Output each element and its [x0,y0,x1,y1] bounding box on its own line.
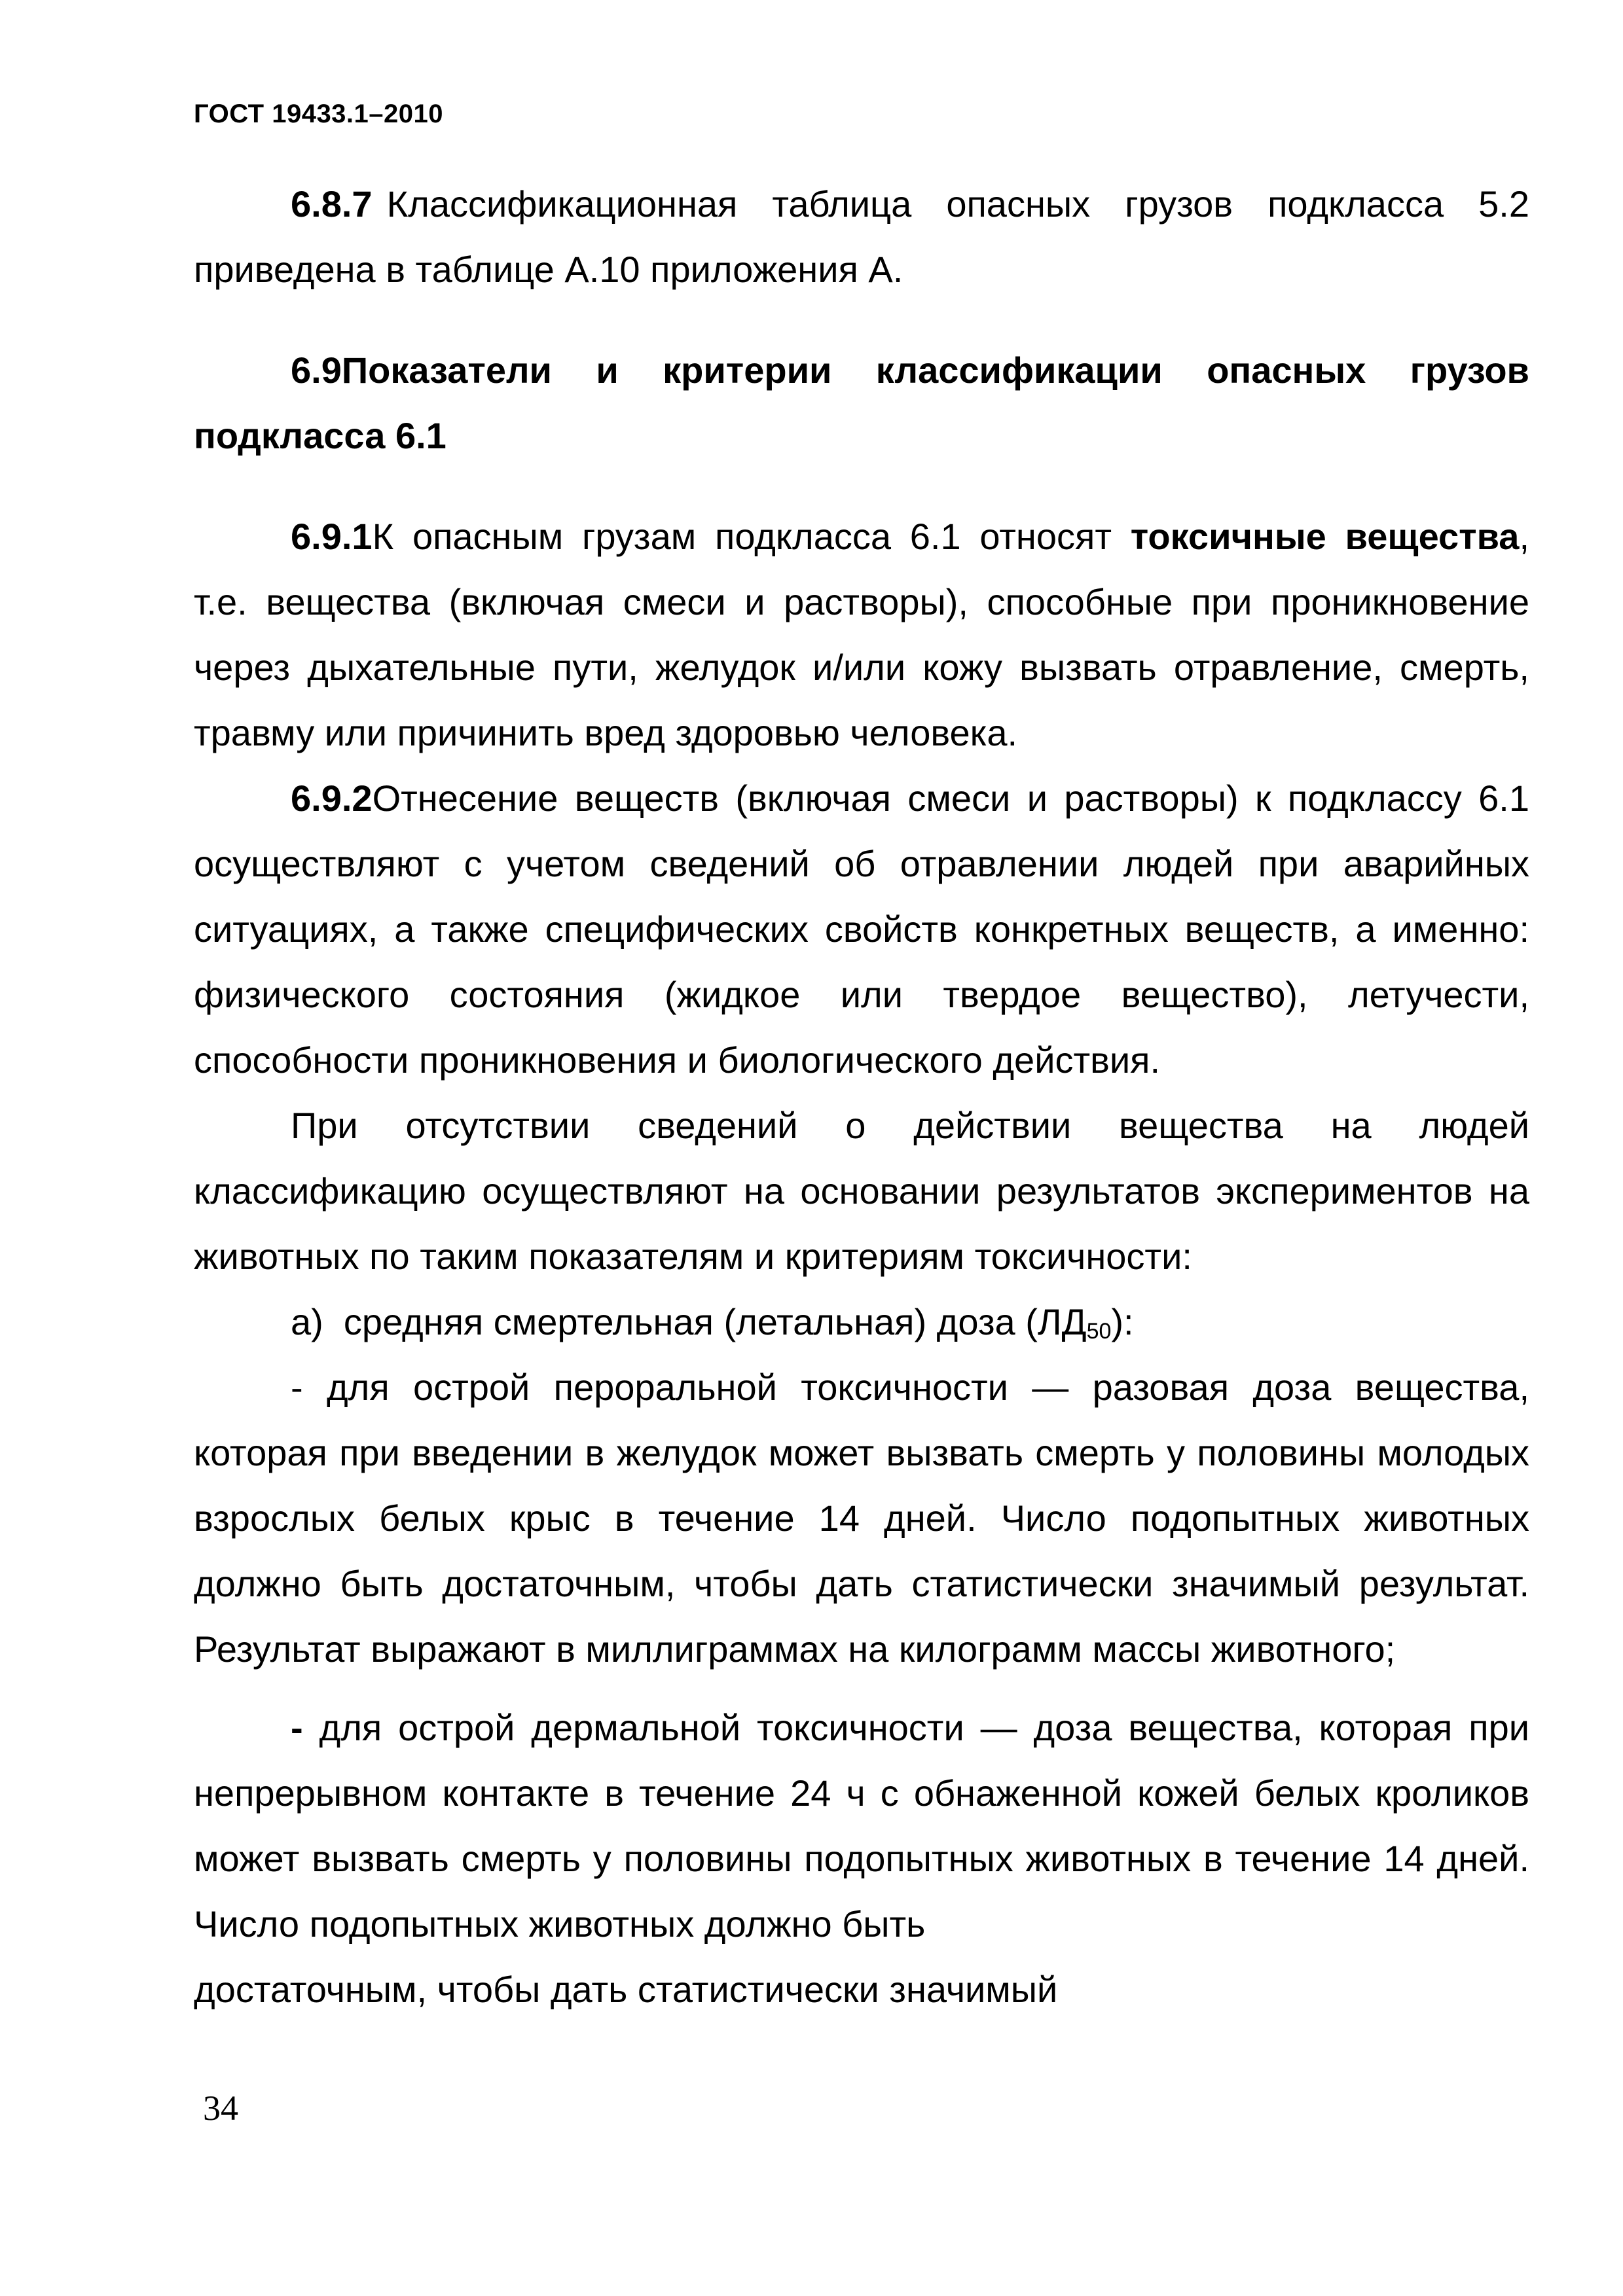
heading-word: критерии [663,350,832,391]
clause-text: , т.е. вещества (включая смеси и растворы), способные при проникновение через дыхательные пути, желудок и/или кожу вызвать отравление, смерть, травму или причинить вред здоровью человека. [194,516,1530,753]
section-number: 6.9 [291,350,342,391]
clause-number: 6.8.7 [291,183,373,224]
heading-word: Показатели [341,350,552,391]
paragraph-6-9-1 [194,504,1529,766]
clause-number: 6.9.2 [291,778,373,819]
heading-word: грузов [1410,350,1529,391]
list-label: а) [291,1301,323,1342]
clause-text: К опасным грузам подкласса 6.1 относят [372,516,1131,557]
heading-word: и [596,350,619,391]
standard-header: ГОСТ 19433.1–2010 [194,99,444,128]
dash-marker: - [291,1707,303,1748]
list-text-end: ): [1111,1301,1134,1342]
paragraph-text: для острой дермальной токсичности — доза вещества, которая при непрерывном контакте в течение 24 ч с обнаженной кожей белых кроликов может вызвать смерть у половины подопытных животных в течение 14 дней. Число подопытных животных должно быть [194,1707,1529,1945]
list-text: средняя смертельная (летальная) доза (ЛД [343,1301,1087,1342]
paragraph-6-9-2 [194,766,1529,1093]
list-item-a [194,1289,1529,1355]
clause-text: Отнесение веществ (включая смеси и растворы) к подклассу 6.1 осуществляют с учетом сведений об отравлении людей при аварийных ситуациях, а также специфических свойств конкретных веществ, а именно: физического состояния (жидкое или твердое вещество), летучести, способности проникновения и биологического действия. [194,778,1529,1081]
clause-number: 6.9.1 [291,516,373,557]
toxic-substances-term: токсичные вещества [1130,516,1520,557]
clause-text: Классификационная таблица опасных грузов подкласса 5.2 приведена в таблице А.10 приложения А. [194,183,1529,290]
subscript-50: 50 [1086,1319,1112,1344]
paragraph-absent-data: При отсутствии сведений о действии вещества на людей классификацию осуществляют на основании результатов экспериментов на животных по таким показателям и критериям токсичности: [194,1105,1529,1277]
paragraph-6-8-7 [194,171,1529,302]
heading-line [194,338,1529,403]
heading-word: опасных [1207,350,1366,391]
section-heading-6-9 [194,338,1529,469]
heading-word: классификации [875,350,1163,391]
paragraph-oral-toxicity: - для острой пероральной токсичности — разовая доза вещества, которая при введении в желудок может вызвать смерть у половины молодых взрослых белых крыс в течение 14 дней. Число подопытных животных должно быть достаточным, чтобы дать статистически значимый результат. Результат выражают в миллиграммах на килограмм массы животного; [194,1367,1529,1670]
heading-line-2: подкласса 6.1 [194,415,447,456]
document-body [194,171,1529,2022]
paragraph-dermal-toxicity [194,1695,1529,1957]
page-number: 34 [203,2089,238,2128]
paragraph-tail: достаточным, чтобы дать статистически значимый [194,1969,1058,2010]
